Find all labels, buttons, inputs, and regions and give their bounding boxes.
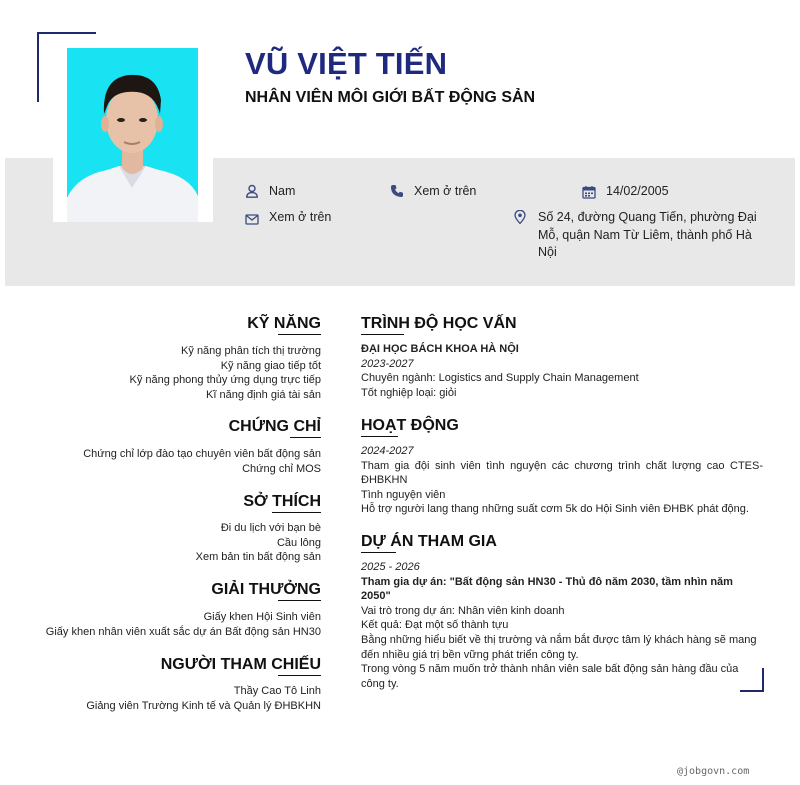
education-title-underline <box>361 334 404 335</box>
mail-icon <box>245 212 259 226</box>
school-name: ĐẠI HỌC BÁCH KHOA HÀ NỘI <box>361 343 519 355</box>
calendar-icon <box>582 185 596 199</box>
reference-item: Thầy Cao Tô Linh <box>233 685 321 697</box>
skills-title-underline <box>278 334 321 335</box>
hobbies-title: SỞ THÍCH <box>243 493 321 510</box>
skill-item: Kỹ năng giao tiếp tốt <box>220 359 321 372</box>
activity-item: Tình nguyện viên <box>361 488 446 501</box>
activities-period: 2024-2027 <box>361 445 414 457</box>
skills-list <box>60 344 321 402</box>
skills-title: KỸ NĂNG <box>247 315 321 332</box>
birthday-value: 14/02/2005 <box>606 184 669 198</box>
hobby-item: Xem bản tin bất động sản <box>195 551 321 563</box>
gender-value: Nam <box>269 184 296 198</box>
certificates-title: CHỨNG CHỈ <box>228 418 321 435</box>
reference-item: Giảng viên Trường Kinh tế và Quản lý ĐHBKHN <box>86 699 321 712</box>
phone-icon <box>390 184 404 198</box>
user-icon <box>245 184 259 198</box>
projects-block <box>361 560 763 633</box>
references-title: NGƯỜI THAM CHIẾU <box>160 656 321 673</box>
project-role: Vai trò trong dự án: Nhân viên kinh doanh <box>361 604 565 617</box>
project-period: 2025 - 2026 <box>361 561 420 573</box>
corner-decoration-bottom-right <box>740 668 764 692</box>
education-title: TRÌNH ĐỘ HỌC VẤN <box>361 315 517 332</box>
hobby-item: Cầu lông <box>276 536 321 549</box>
skill-item: Kỹ năng phân tích thị trường <box>181 345 321 357</box>
profile-photo <box>67 48 198 222</box>
certificates-title-underline <box>290 437 321 438</box>
location-pin-icon <box>513 210 527 224</box>
certificate-item: Chứng chỉ lớp đào tạo chuyên viên bất động sản <box>83 448 321 460</box>
project-name: Tham gia dự án: "Bất động sản HN30 - Thủ đô năm 2030, tầm nhìn năm 2050" <box>361 575 733 602</box>
hobbies-title-underline <box>272 512 321 513</box>
education-grade: Tốt nghiệp loại: giỏi <box>361 386 457 399</box>
awards-list <box>20 610 321 639</box>
hobby-item: Đi du lịch với bạn bè <box>220 522 321 534</box>
career-objective <box>361 633 763 691</box>
references-title-underline <box>278 675 321 676</box>
projects-title-underline <box>361 552 396 553</box>
projects-title: DỰ ÁN THAM GIA <box>361 533 497 550</box>
certificate-item: Chứng chỉ MOS <box>242 462 321 475</box>
award-item: Giấy khen nhân viên xuất sắc dự án Bất động sản HN30 <box>45 625 321 638</box>
activity-item: Hỗ trợ người lang thang những suất cơm 5k do Hội Sinh viên ĐHBK phát động. <box>361 503 749 515</box>
skill-item: Kĩ năng định giá tài sản <box>206 388 321 401</box>
candidate-name: VŨ VIỆT TIẾN <box>245 46 448 81</box>
hobbies-list <box>60 521 321 565</box>
skill-item: Kỹ năng phong thủy ứng dụng trực tiếp <box>129 374 321 386</box>
watermark: @jobgovn.com <box>677 766 750 777</box>
phone-value: Xem ở trên <box>414 184 477 198</box>
objective-paragraph: Trong vòng 5 năm muốn trở thành nhân viên sale bất động sản hàng đầu của công ty. <box>361 663 739 690</box>
objective-paragraph: Bằng những hiểu biết về thị trường và nắm bắt được tâm lý khách hàng sẽ mang đến nhiều giá trị bền vững phát triển công ty. <box>361 634 757 661</box>
certificates-list <box>40 447 321 476</box>
email-value: Xem ở trên <box>269 210 332 224</box>
award-item: Giấy khen Hội Sinh viên <box>203 611 321 623</box>
awards-title-underline <box>278 600 321 601</box>
address-value: Số 24, đường Quang Tiến, phường Đại Mỗ, quận Nam Từ Liêm, thành phố Hà Nội <box>538 210 757 259</box>
project-result: Kết quả: Đạt một số thành tựu <box>361 619 509 631</box>
education-period: 2023-2027 <box>361 357 414 370</box>
education-block <box>361 342 763 400</box>
activities-title: HOẠT ĐỘNG <box>361 417 459 434</box>
references-list <box>40 684 321 713</box>
activities-block <box>361 444 763 517</box>
person-silhouette-icon <box>67 48 198 222</box>
activities-description: Tham gia đội sinh viên tình nguyện các chương trình chất lượng cao CTES-ĐHBKHN <box>361 459 763 486</box>
awards-title: GIẢI THƯỞNG <box>211 581 321 598</box>
job-title: NHÂN VIÊN MÔI GIỚI BẤT ĐỘNG SẢN <box>245 89 536 106</box>
education-major: Chuyên ngành: Logistics and Supply Chain Management <box>361 372 639 384</box>
activities-title-underline <box>361 436 398 437</box>
